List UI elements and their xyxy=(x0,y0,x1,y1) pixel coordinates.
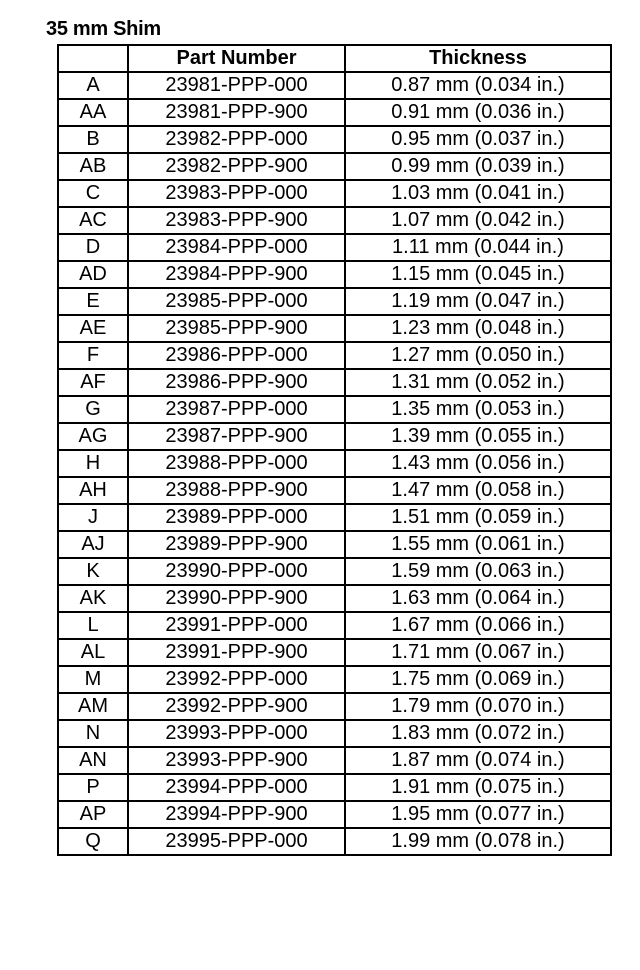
thickness-cell: 1.39 mm (0.055 in.) xyxy=(345,423,611,450)
shim-code-cell: L xyxy=(58,612,128,639)
column-header-thickness: Thickness xyxy=(345,45,611,72)
table-row xyxy=(58,504,611,531)
page-title: 35 mm Shim xyxy=(46,18,161,40)
part-number-cell: 23984-PPP-900 xyxy=(128,261,345,288)
thickness-cell: 1.59 mm (0.063 in.) xyxy=(345,558,611,585)
part-number-cell: 23986-PPP-900 xyxy=(128,369,345,396)
shim-code-cell: B xyxy=(58,126,128,153)
shim-code-cell: F xyxy=(58,342,128,369)
table-row xyxy=(58,720,611,747)
table-row xyxy=(58,666,611,693)
table-row xyxy=(58,585,611,612)
part-number-cell: 23989-PPP-000 xyxy=(128,504,345,531)
part-number-cell: 23985-PPP-900 xyxy=(128,315,345,342)
table-row xyxy=(58,558,611,585)
thickness-cell: 1.31 mm (0.052 in.) xyxy=(345,369,611,396)
part-number-cell: 23983-PPP-000 xyxy=(128,180,345,207)
shim-code-cell: E xyxy=(58,288,128,315)
part-number-cell: 23981-PPP-900 xyxy=(128,99,345,126)
thickness-cell: 1.95 mm (0.077 in.) xyxy=(345,801,611,828)
shim-code-cell: AH xyxy=(58,477,128,504)
part-number-cell: 23982-PPP-900 xyxy=(128,153,345,180)
thickness-cell: 1.83 mm (0.072 in.) xyxy=(345,720,611,747)
part-number-cell: 23995-PPP-000 xyxy=(128,828,345,855)
thickness-cell: 0.99 mm (0.039 in.) xyxy=(345,153,611,180)
shim-code-cell: AF xyxy=(58,369,128,396)
shim-code-cell: AN xyxy=(58,747,128,774)
table-row xyxy=(58,342,611,369)
part-number-cell: 23982-PPP-000 xyxy=(128,126,345,153)
shim-code-cell: M xyxy=(58,666,128,693)
part-number-cell: 23992-PPP-000 xyxy=(128,666,345,693)
thickness-cell: 1.55 mm (0.061 in.) xyxy=(345,531,611,558)
shim-table xyxy=(57,44,612,856)
shim-code-cell: AD xyxy=(58,261,128,288)
table-row xyxy=(58,153,611,180)
table-row xyxy=(58,450,611,477)
shim-code-cell: AJ xyxy=(58,531,128,558)
table-row xyxy=(58,774,611,801)
shim-code-cell: A xyxy=(58,72,128,99)
thickness-cell: 0.91 mm (0.036 in.) xyxy=(345,99,611,126)
table-row xyxy=(58,639,611,666)
shim-code-cell: AE xyxy=(58,315,128,342)
shim-code-cell: AA xyxy=(58,99,128,126)
table-row xyxy=(58,423,611,450)
part-number-cell: 23994-PPP-900 xyxy=(128,801,345,828)
shim-code-cell: N xyxy=(58,720,128,747)
part-number-cell: 23985-PPP-000 xyxy=(128,288,345,315)
part-number-cell: 23994-PPP-000 xyxy=(128,774,345,801)
part-number-cell: 23983-PPP-900 xyxy=(128,207,345,234)
part-number-cell: 23981-PPP-000 xyxy=(128,72,345,99)
part-number-cell: 23989-PPP-900 xyxy=(128,531,345,558)
thickness-cell: 1.91 mm (0.075 in.) xyxy=(345,774,611,801)
table-row xyxy=(58,693,611,720)
thickness-cell: 1.99 mm (0.078 in.) xyxy=(345,828,611,855)
shim-code-cell: AK xyxy=(58,585,128,612)
part-number-cell: 23987-PPP-900 xyxy=(128,423,345,450)
table-row xyxy=(58,828,611,855)
column-header-code xyxy=(58,45,128,72)
thickness-cell: 0.87 mm (0.034 in.) xyxy=(345,72,611,99)
table-row xyxy=(58,369,611,396)
table-row xyxy=(58,261,611,288)
table-row xyxy=(58,801,611,828)
thickness-cell: 1.79 mm (0.070 in.) xyxy=(345,693,611,720)
shim-code-cell: H xyxy=(58,450,128,477)
part-number-cell: 23990-PPP-900 xyxy=(128,585,345,612)
thickness-cell: 1.19 mm (0.047 in.) xyxy=(345,288,611,315)
part-number-cell: 23993-PPP-000 xyxy=(128,720,345,747)
thickness-cell: 1.51 mm (0.059 in.) xyxy=(345,504,611,531)
shim-code-cell: AL xyxy=(58,639,128,666)
shim-code-cell: K xyxy=(58,558,128,585)
thickness-cell: 1.71 mm (0.067 in.) xyxy=(345,639,611,666)
thickness-cell: 1.23 mm (0.048 in.) xyxy=(345,315,611,342)
part-number-cell: 23991-PPP-000 xyxy=(128,612,345,639)
thickness-cell: 1.75 mm (0.069 in.) xyxy=(345,666,611,693)
part-number-cell: 23986-PPP-000 xyxy=(128,342,345,369)
table-header-row xyxy=(58,45,611,72)
table-row xyxy=(58,612,611,639)
shim-code-cell: AM xyxy=(58,693,128,720)
thickness-cell: 1.03 mm (0.041 in.) xyxy=(345,180,611,207)
thickness-cell: 1.67 mm (0.066 in.) xyxy=(345,612,611,639)
thickness-cell: 1.07 mm (0.042 in.) xyxy=(345,207,611,234)
thickness-cell: 1.43 mm (0.056 in.) xyxy=(345,450,611,477)
shim-code-cell: G xyxy=(58,396,128,423)
thickness-cell: 1.15 mm (0.045 in.) xyxy=(345,261,611,288)
thickness-cell: 1.47 mm (0.058 in.) xyxy=(345,477,611,504)
thickness-cell: 1.63 mm (0.064 in.) xyxy=(345,585,611,612)
table-row xyxy=(58,315,611,342)
table-row xyxy=(58,72,611,99)
column-header-part-number: Part Number xyxy=(128,45,345,72)
part-number-cell: 23991-PPP-900 xyxy=(128,639,345,666)
shim-code-cell: AC xyxy=(58,207,128,234)
thickness-cell: 0.95 mm (0.037 in.) xyxy=(345,126,611,153)
table-row xyxy=(58,477,611,504)
thickness-cell: 1.87 mm (0.074 in.) xyxy=(345,747,611,774)
part-number-cell: 23984-PPP-000 xyxy=(128,234,345,261)
shim-table-body xyxy=(58,72,611,855)
part-number-cell: 23992-PPP-900 xyxy=(128,693,345,720)
thickness-cell: 1.11 mm (0.044 in.) xyxy=(345,234,611,261)
part-number-cell: 23990-PPP-000 xyxy=(128,558,345,585)
table-row xyxy=(58,531,611,558)
part-number-cell: 23993-PPP-900 xyxy=(128,747,345,774)
shim-code-cell: C xyxy=(58,180,128,207)
shim-code-cell: D xyxy=(58,234,128,261)
shim-code-cell: AB xyxy=(58,153,128,180)
table-row xyxy=(58,747,611,774)
thickness-cell: 1.27 mm (0.050 in.) xyxy=(345,342,611,369)
table-row xyxy=(58,234,611,261)
table-row xyxy=(58,396,611,423)
table-row xyxy=(58,180,611,207)
part-number-cell: 23988-PPP-000 xyxy=(128,450,345,477)
shim-code-cell: AG xyxy=(58,423,128,450)
shim-code-cell: AP xyxy=(58,801,128,828)
shim-code-cell: J xyxy=(58,504,128,531)
part-number-cell: 23988-PPP-900 xyxy=(128,477,345,504)
table-row xyxy=(58,126,611,153)
table-row xyxy=(58,99,611,126)
table-row xyxy=(58,288,611,315)
part-number-cell: 23987-PPP-000 xyxy=(128,396,345,423)
table-row xyxy=(58,207,611,234)
shim-code-cell: P xyxy=(58,774,128,801)
thickness-cell: 1.35 mm (0.053 in.) xyxy=(345,396,611,423)
shim-code-cell: Q xyxy=(58,828,128,855)
